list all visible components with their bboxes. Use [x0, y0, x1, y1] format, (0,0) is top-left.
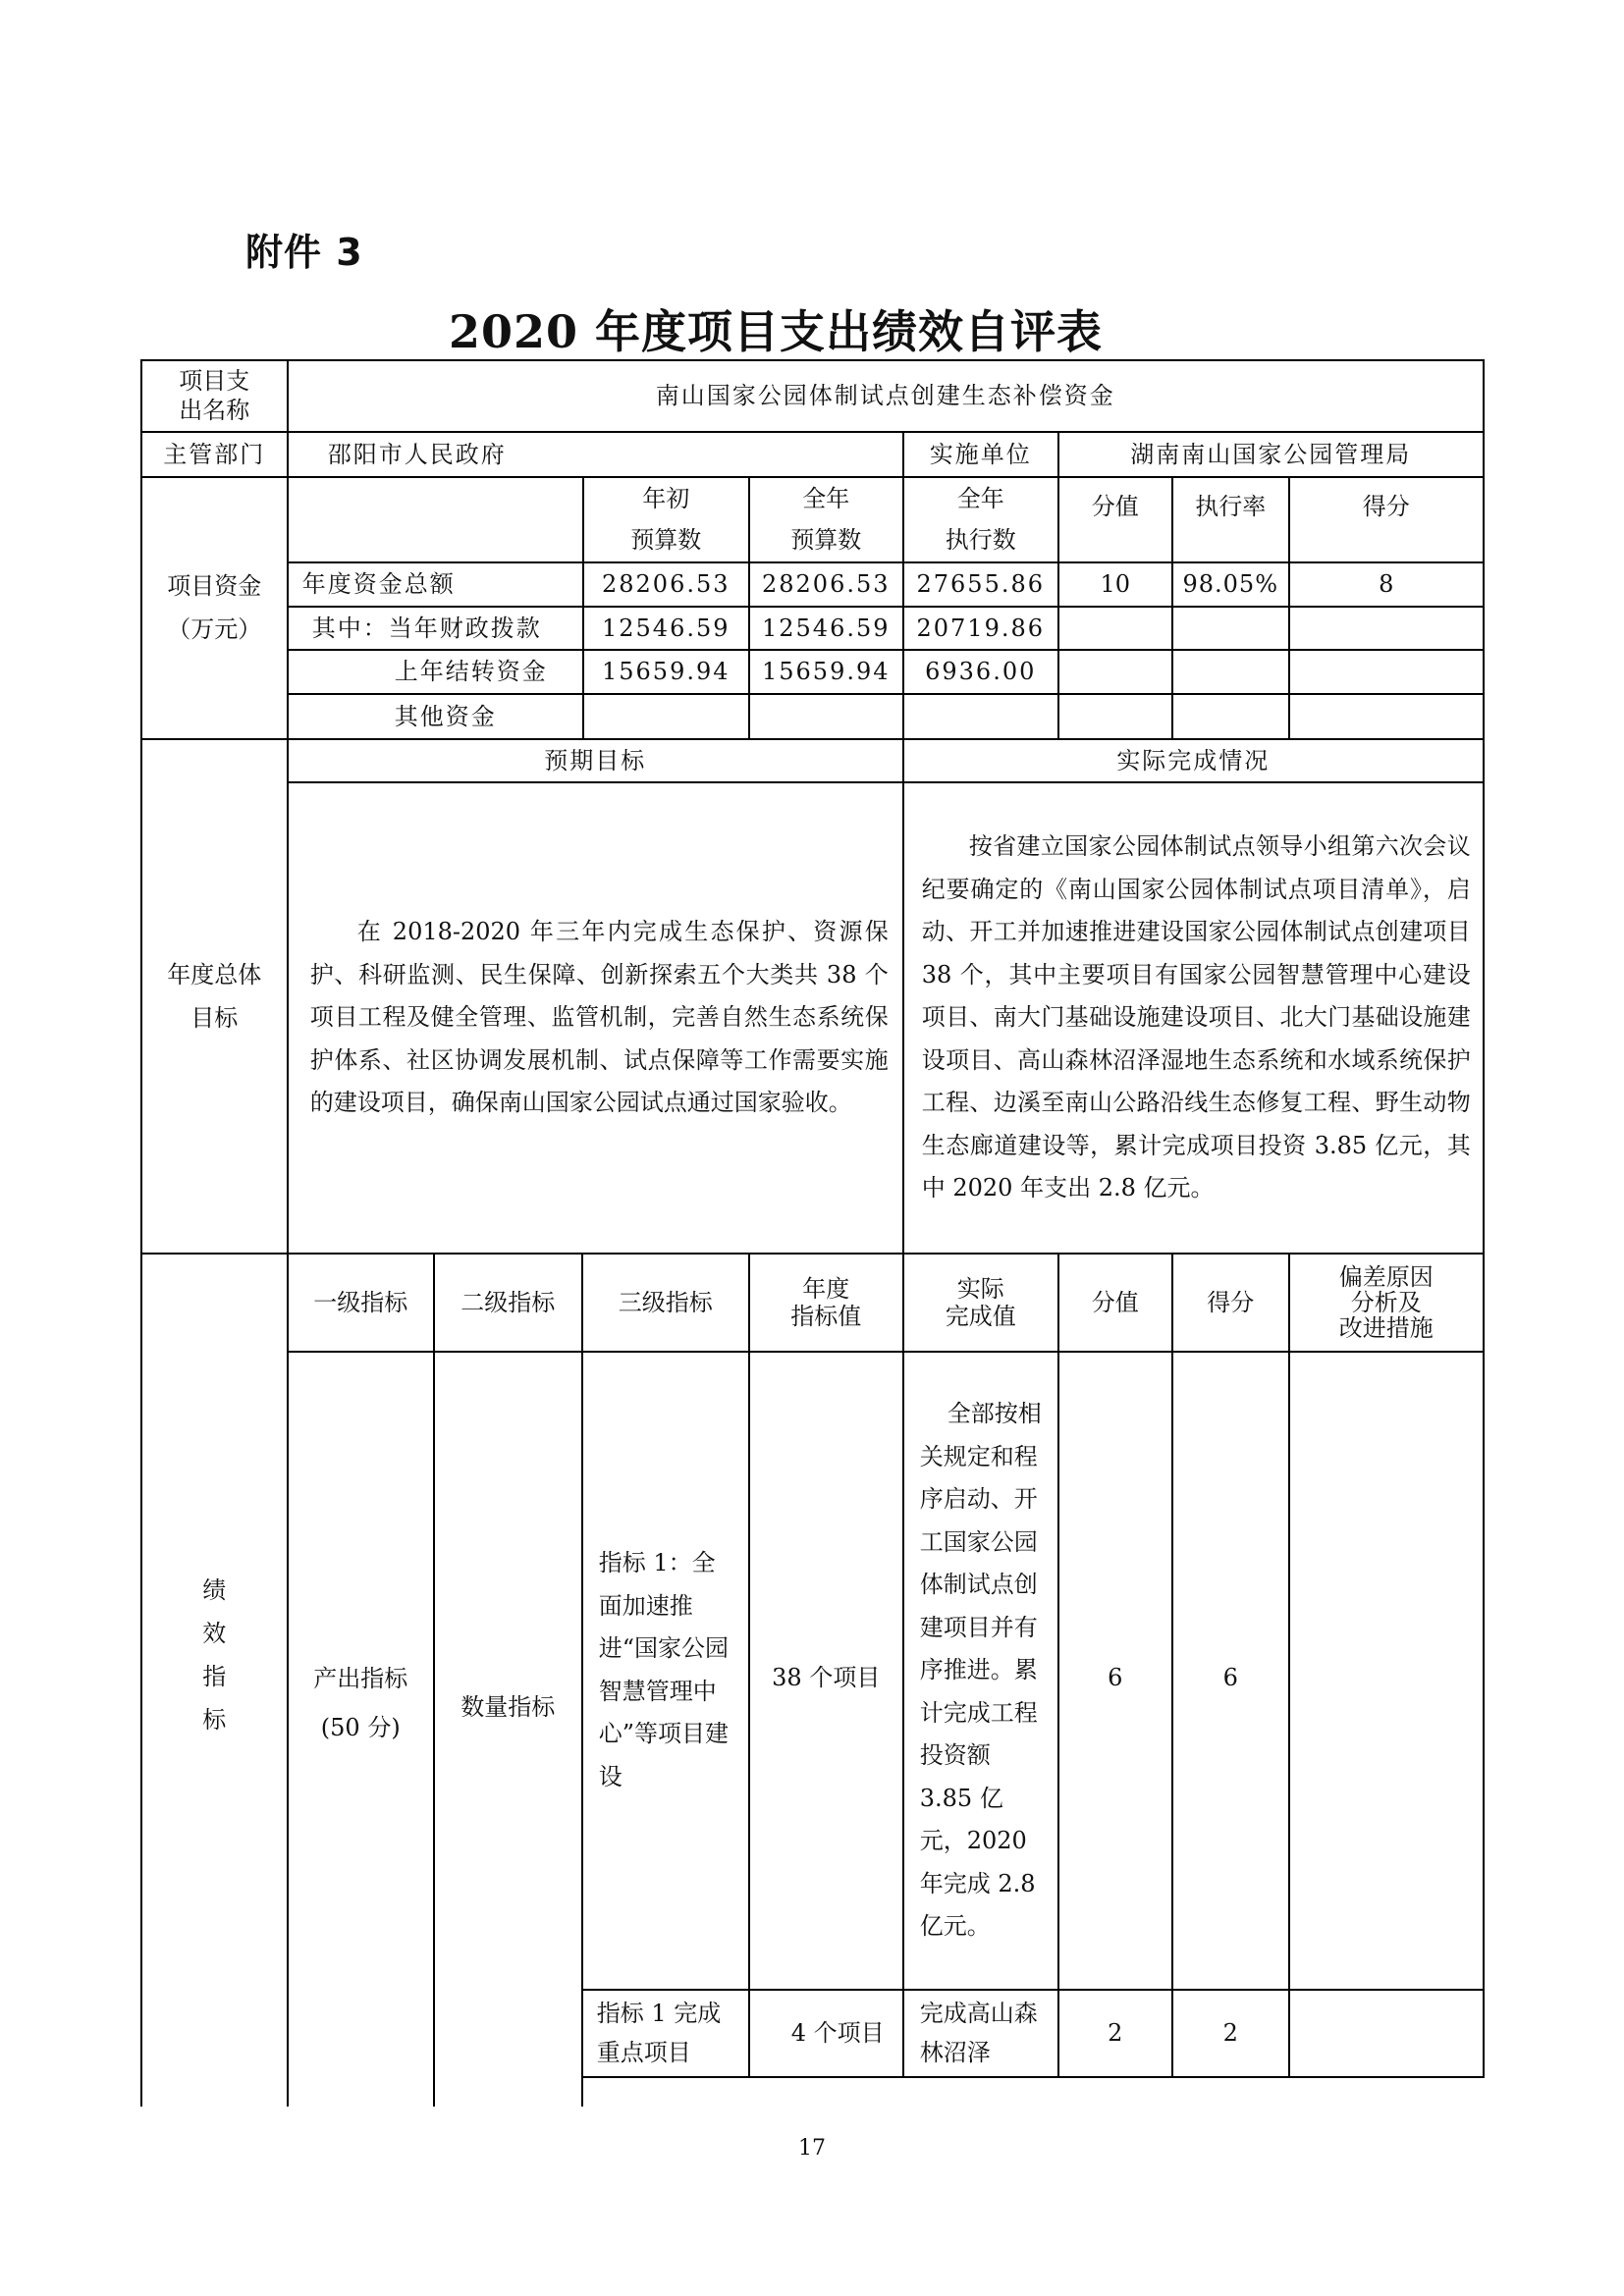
indicator-header-target-line-2: 指标值 [790, 1302, 862, 1330]
funds-row-0-annual-budget-text: 28206.53 [761, 570, 891, 599]
funds-header-annual-line-1: 全年 [802, 485, 850, 513]
indicator-header-level3-text: 三级指标 [618, 1288, 713, 1316]
funds-header-score [1288, 476, 1485, 563]
funds-label-line-1: 项目资金 [167, 572, 262, 601]
funds-row-1-exec-rate [1171, 606, 1290, 651]
indicator-header-deviation-line-2: 分析及 [1350, 1288, 1422, 1316]
actual-completion-paragraph: 按省建立国家公园体制试点领导小组第六次会议纪要确定的《南山国家公园体制试点项目清单》，启动、开工并加速推进建设国家公园体制试点创建项目 38 个，其中主要项目有国家公园智慧管理中心建设项目、南大门基础设施建设项目、北大门基础设施建设项目、高山森林沼泽湿地生态系统和水域系统保护工程、边溪至南山公路沿线生态修复工程、野生动物生态廊道建设等，累计完成项目投资 3.85 亿元，其中 2020 年支出 2.8 亿元。 [921, 832, 1471, 1201]
attachment-label: 附件 3 [245, 231, 363, 274]
impl-label-text: 实施单位 [929, 440, 1032, 468]
indicators-label-char-3: 指 [202, 1662, 227, 1690]
impl-value-text: 湖南南山国家公园管理局 [1130, 440, 1412, 468]
funds-row-0-annual-budget [748, 561, 904, 608]
indicator-header-actual [902, 1253, 1059, 1353]
funds-row-1-annual-budget [748, 606, 904, 651]
funds-section-label [140, 476, 289, 740]
funds-header-executed-line-2: 执行数 [945, 526, 1016, 555]
funds-row-0-score [1288, 561, 1485, 608]
dept-label [140, 431, 289, 478]
funds-row-0-initial-budget-text: 28206.53 [601, 570, 731, 599]
indicator-row-1-target [748, 1351, 904, 1991]
funds-row-label [287, 693, 584, 740]
funds-row-0-label: 年度资金总额 [301, 570, 456, 599]
funds-row-label [287, 606, 584, 651]
funds-row-2-score-value [1057, 649, 1173, 695]
indicator-row-2-actual-text: 完成高山森林沼泽 [919, 2000, 1038, 2067]
indicator-row-2-deviation [1288, 1989, 1485, 2078]
dept-label-text: 主管部门 [163, 440, 266, 468]
indicators-label-char-2: 效 [202, 1619, 227, 1647]
funds-row-0-exec-rate [1171, 561, 1290, 608]
indicator-row-2-score [1171, 1989, 1290, 2078]
funds-header-annual-line-2: 预算数 [790, 526, 862, 555]
project-name-label [140, 359, 289, 433]
indicator-level1-line-2: (50 分) [320, 1713, 401, 1741]
indicator-header-score-text: 得分 [1207, 1288, 1255, 1316]
funds-header-blank [287, 476, 584, 563]
indicator-header-deviation [1288, 1253, 1485, 1353]
funds-row-1-score [1288, 606, 1485, 651]
page-number: 17 [798, 2136, 826, 2161]
funds-row-3-annual-budget [748, 693, 904, 740]
funds-row-3-score [1288, 693, 1485, 740]
funds-row-2-initial-budget [582, 649, 750, 695]
indicator-header-score [1171, 1253, 1290, 1353]
funds-row-3-label: 其他资金 [394, 702, 497, 730]
funds-header-executed [902, 476, 1059, 563]
goals-label-line-2: 目标 [190, 1003, 239, 1032]
funds-row-0-exec-rate-text: 98.05% [1182, 570, 1278, 599]
project-name-text: 南山国家公园体制试点创建生态补偿资金 [655, 382, 1115, 410]
expected-goal-text [289, 911, 902, 1125]
indicator-header-target-line-1: 年度 [802, 1274, 850, 1303]
project-name-label-line-1: 项目支 [179, 367, 250, 396]
actual-completion-header-text: 实际完成情况 [1116, 746, 1271, 774]
funds-row-1-executed-text: 20719.86 [916, 614, 1045, 642]
indicators-label-char-1: 绩 [202, 1575, 227, 1604]
indicator-level1 [287, 1351, 435, 2107]
funds-header-executed-line-1: 全年 [956, 485, 1004, 513]
funds-row-1-annual-budget-text: 12546.59 [761, 614, 891, 642]
indicator-header-level3 [581, 1253, 750, 1353]
impl-value [1057, 431, 1485, 478]
expected-goal-header [287, 738, 904, 783]
funds-row-0-executed-text: 27655.86 [916, 570, 1045, 599]
funds-row-3-score-value [1057, 693, 1173, 740]
funds-row-3-initial-budget [582, 693, 750, 740]
indicator-header-level1-text: 一级指标 [313, 1288, 408, 1316]
funds-row-2-label: 上年结转资金 [394, 658, 548, 686]
indicator-row-2-score-text: 2 [1222, 2019, 1238, 2048]
funds-row-1-executed [902, 606, 1059, 651]
funds-header-exec-rate [1171, 476, 1290, 563]
project-name-value [287, 359, 1485, 433]
funds-row-label [287, 649, 584, 695]
indicator-header-target [748, 1253, 904, 1353]
funds-row-0-score-text: 8 [1379, 570, 1394, 599]
funds-row-0-score-value [1057, 561, 1173, 608]
funds-header-initial-budget [582, 476, 750, 563]
funds-header-initial-line-2: 预算数 [630, 526, 702, 555]
indicators-label-char-4: 标 [202, 1705, 227, 1734]
indicator-row-1-actual [902, 1351, 1059, 1991]
funds-row-1-score-value [1057, 606, 1173, 651]
actual-completion-cell [902, 781, 1485, 1255]
indicator-header-level2-text: 二级指标 [460, 1288, 556, 1316]
indicator-header-level2 [433, 1253, 583, 1353]
funds-row-3-executed [902, 693, 1059, 740]
indicator-level2 [433, 1351, 583, 2107]
funds-header-score-value [1057, 476, 1173, 563]
impl-label [902, 431, 1059, 478]
funds-row-2-executed-text: 6936.00 [925, 658, 1037, 686]
expected-goal-paragraph: 在 2018-2020 年三年内完成生态保护、资源保护、科研监测、民生保障、创新探索五个大类共 38 个项目工程及健全管理、监管机制，完善自然生态系统保护体系、社区协调发展机制、试点保障等工作需要实施的建设项目，确保南山国家公园试点通过国家验收。 [309, 918, 889, 1116]
indicator-level1-line-1: 产出指标 [313, 1664, 408, 1692]
funds-row-1-initial-budget-text: 12546.59 [601, 614, 731, 642]
funds-row-0-score-value-text: 10 [1100, 570, 1131, 599]
indicator-row-1-actual-text: 全部按相关规定和程序启动、开工国家公园体制试点创建项目并有序推进。累计完成工程投资额 3.85 亿元，2020 年完成 2.8 亿元。 [919, 1400, 1042, 1940]
indicator-header-score-value [1057, 1253, 1173, 1353]
indicator-header-level1 [287, 1253, 435, 1353]
indicator-row-2-level3 [581, 1989, 750, 2078]
funds-row-3-exec-rate [1171, 693, 1290, 740]
indicator-row-1-score [1171, 1351, 1290, 1991]
indicator-level2-text: 数量指标 [460, 1692, 556, 1721]
project-name-label-line-2: 出名称 [179, 397, 250, 425]
page-title: 2020 年度项目支出绩效自评表 [448, 305, 1104, 358]
indicator-header-deviation-line-1: 偏差原因 [1338, 1262, 1434, 1291]
indicator-row-2-actual [902, 1989, 1059, 2078]
funds-row-label [287, 561, 584, 608]
indicator-header-actual-line-2: 完成值 [945, 1302, 1016, 1330]
funds-row-1-label: 其中：当年财政拨款 [311, 614, 542, 642]
funds-header-score-text: 得分 [1362, 492, 1410, 520]
indicator-row-2-score-value-text: 2 [1108, 2019, 1123, 2048]
indicator-header-actual-line-1: 实际 [956, 1274, 1004, 1303]
indicator-row-1-deviation [1288, 1351, 1485, 1991]
indicator-row-1-score-text: 6 [1222, 1663, 1238, 1691]
funds-label-line-2: （万元） [167, 615, 262, 644]
indicator-row-1-level3 [581, 1351, 750, 1991]
indicator-header-score-value-text: 分值 [1091, 1288, 1139, 1316]
indicator-row-2-score-value [1057, 1989, 1173, 2078]
indicator-row-1-target-text: 38 个项目 [772, 1663, 881, 1691]
dept-value [287, 431, 904, 478]
expected-goal-cell [287, 781, 904, 1255]
indicators-section-label [140, 1253, 289, 2107]
actual-completion-text [904, 826, 1483, 1210]
funds-row-2-score [1288, 649, 1485, 695]
indicator-row-1-score-value-text: 6 [1108, 1663, 1123, 1691]
funds-row-0-executed [902, 561, 1059, 608]
funds-header-initial-line-1: 年初 [642, 485, 690, 513]
funds-row-1-initial-budget [582, 606, 750, 651]
funds-row-2-executed [902, 649, 1059, 695]
indicator-row-2-target [748, 1989, 904, 2078]
dept-value-text: 邵阳市人民政府 [327, 440, 507, 468]
funds-header-annual-budget [748, 476, 904, 563]
actual-completion-header [902, 738, 1485, 783]
funds-header-exec-rate-text: 执行率 [1195, 492, 1267, 520]
indicator-row-1-score-value [1057, 1351, 1173, 1991]
funds-row-2-annual-budget-text: 15659.94 [761, 658, 891, 686]
funds-row-2-initial-budget-text: 15659.94 [601, 658, 731, 686]
goals-section-label [140, 738, 289, 1255]
indicator-row-2-target-text: 4 个项目 [790, 2019, 885, 2048]
funds-row-2-exec-rate [1171, 649, 1290, 695]
indicator-header-deviation-line-3: 改进措施 [1338, 1313, 1434, 1342]
goals-label-line-1: 年度总体 [167, 960, 262, 988]
funds-header-score-value-text: 分值 [1091, 492, 1139, 520]
funds-row-0-initial-budget [582, 561, 750, 608]
indicator-row-2-level3-text: 指标 1 完成重点项目 [596, 2000, 722, 2067]
funds-row-2-annual-budget [748, 649, 904, 695]
indicator-row-1-level3-text: 指标 1：全面加速推进“国家公园智慧管理中心”等项目建设 [598, 1549, 730, 1790]
expected-goal-header-text: 预期目标 [544, 746, 647, 774]
